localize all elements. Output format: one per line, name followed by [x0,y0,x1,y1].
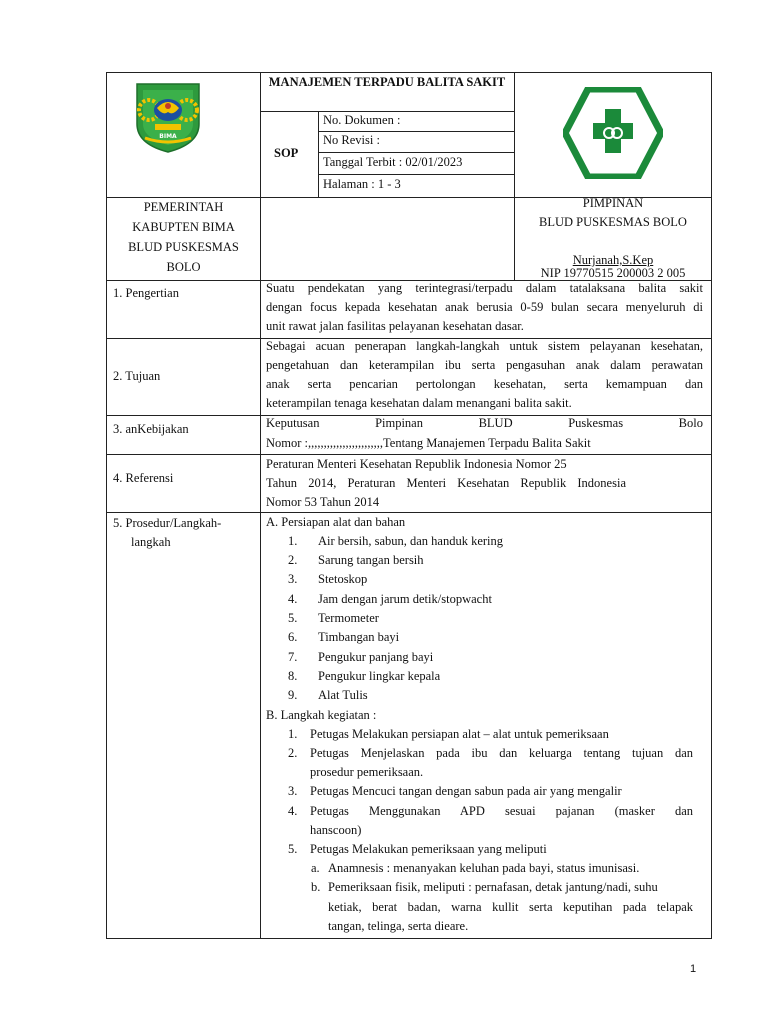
list-item: 9. Alat Tulis [288,688,368,702]
langkah-text: prosedur pemeriksaan. [310,765,424,779]
langkah-item: 4. [288,804,298,818]
document-title: MANAJEMEN TERPADU BALITA SAKIT [268,75,506,89]
org-line: BLUD PUSKESMAS [128,240,239,254]
referensi-line: Tahun 2014, Peraturan Menteri Kesehatan Republik Indonesia [266,476,626,490]
langkah-text: Petugas Menjelaskan pada ibu dan keluarga tentang tujuan dan [310,746,693,760]
referensi-line: Nomor 53 Tahun 2014 [266,495,380,509]
pengertian-line: unit rawat jalan fasilitas pelayanan kesehatan dasar. [266,319,524,333]
section-label-prosedur: 5. Prosedur/Langkah- [113,516,222,530]
tujuan-line: keterampilan tenaga kesehatan dalam menangani balita sakit. [266,396,572,410]
langkah-text: Petugas Menggunakan APD sesuai pajanan (masker dan [310,804,693,818]
kebijakan-word: BLUD [478,416,513,430]
tujuan-line: Sebagai acuan penerapan langkah-langkah untuk sistem pelayanan kesehatan, [266,339,703,353]
no-revisi: No Revisi : [323,133,380,147]
langkah-item: 5. Petugas Melakukan pemeriksaan yang meliputi [288,842,547,856]
prosedur-a-heading: A. Persiapan alat dan bahan [266,515,406,529]
pimpinan-label: PIMPINAN [582,196,644,210]
sub-item: a. Anamnesis : menanyakan keluhan pada bayi, status imunisasi. [311,861,640,875]
sub-item-text: ketiak, berat badan, warna kullit serta keputihan pada telapak [328,900,693,914]
signer-nip: NIP 19770515 200003 2 005 [540,266,686,280]
list-item: 6. Timbangan bayi [288,630,400,644]
sop-label: SOP [274,146,299,160]
section-label-pengertian: 1. Pengertian [113,286,179,300]
sub-item-text: tangan, telinga, serta dieare. [328,919,469,933]
page-number: 1 [690,963,697,975]
tanggal-terbit: Tanggal Terbit : 02/01/2023 [323,155,463,169]
list-item: 4. Jam dengan jarum detik/stopwacht [288,592,492,606]
langkah-item: 2. [288,746,298,760]
list-item: 8. Pengukur lingkar kepala [288,669,441,683]
halaman: Halaman : 1 - 3 [323,177,401,191]
org-line: KABUPTEN BIMA [132,220,235,234]
puskesmas-logo-icon [563,87,663,179]
pengertian-line: dengan focus kepada kesehatan anak berusia 0-59 bulan secara menyeluruh di [266,300,703,314]
tujuan-line: anak serta pencarian pertolongan kesehatan, serta kemampuan dan [266,377,703,391]
pengertian-line: Suatu pendekatan yang terintegrasi/terpadu dalam tatalaksana balita sakit [266,281,703,295]
sub-item: b. Pemeriksaan fisik, meliputi : pernafasan, detak jantung/nadi, suhu [311,880,658,894]
langkah-text: hanscoon) [310,823,362,837]
tujuan-line: pengetahuan dan keterampilan ibu serta pengasuhan anak dalam perawatan [266,358,703,372]
org-line: BOLO [166,260,201,274]
list-item: 5. Termometer [288,611,379,625]
referensi-line: Peraturan Menteri Kesehatan Republik Indonesia Nomor 25 [266,457,567,471]
kabupaten-bima-emblem-icon [127,80,209,154]
section-label-tujuan: 2. Tujuan [113,369,161,383]
row-line [106,512,712,513]
kebijakan-word: Keputusan [266,416,320,430]
column-divider [260,72,261,938]
list-item: 2. Sarung tangan bersih [288,553,424,567]
list-item: 3. Stetoskop [288,572,368,586]
signer-name: Nurjanah,S.Kep [572,253,654,267]
prosedur-b-heading: B. Langkah kegiatan : [266,708,377,722]
section-label-prosedur-cont: langkah [131,535,171,549]
puskesmas-label: BLUD PUSKESMAS BOLO [539,215,687,229]
column-divider-right [514,72,515,280]
org-block [107,197,260,277]
kebijakan-line-2: Nomor :,,,,,,,,,,,,,,,,,,,,,,,,Tentang Manajemen Terpadu Balita Sakit [266,436,591,450]
kebijakan-word: Pimpinan [375,416,423,430]
langkah-item: 3. Petugas Mencuci tangan dengan sabun pada air yang mengalir [288,784,622,798]
list-item: 1. Air bersih, sabun, dan handuk kering [288,534,504,548]
sop-divider [318,111,319,197]
no-dokumen: No. Dokumen : [323,113,401,127]
kebijakan-word: Puskesmas [568,416,624,430]
section-label-kebijakan: 3. anKebijakan [113,422,189,436]
table-border-right [711,72,712,938]
section-label-referensi: 4. Referensi [113,471,174,485]
langkah-item: 1. Petugas Melakukan persiapan alat – alat untuk pemeriksaan [288,727,609,741]
kebijakan-word: Bolo [678,416,703,430]
list-item: 7. Pengukur panjang bayi [288,650,434,664]
logo-text: BIMA [159,133,177,140]
kebijakan-line-1 [266,414,703,433]
table-border-bottom [106,938,712,939]
org-line: PEMERINTAH [143,200,224,214]
